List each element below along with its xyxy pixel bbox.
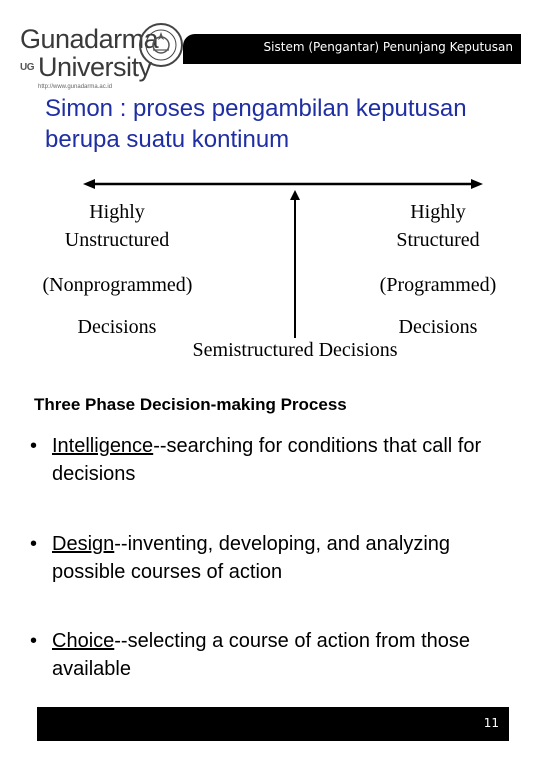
bullet-text: --inventing, developing, and analyzing possible courses of action (52, 533, 451, 583)
up-arrowhead-icon (290, 190, 300, 200)
header-bar (183, 34, 521, 64)
semistructured-label: Semistructured Decisions (192, 339, 398, 361)
bullet-icon: • (30, 533, 38, 555)
footer-bar (37, 707, 509, 741)
process-subtitle: Three Phase Decision-making Process (34, 395, 347, 414)
list-item (30, 432, 500, 488)
bullet-term: Choice (52, 630, 115, 652)
university-seal-icon (138, 22, 184, 68)
course-title: Sistem (Pengantar) Penunjang Keputusan (263, 40, 513, 54)
bullet-text: --selecting a course of action from those available (52, 630, 470, 680)
list-item (30, 627, 500, 683)
slide-title: Simon : proses pengambilan keputusan berupa suatu kontinum (45, 95, 467, 153)
left-arrowhead-icon (83, 179, 95, 189)
left-decisions-label: Decisions (77, 316, 157, 338)
right-arrowhead-icon (471, 179, 483, 189)
nonprogrammed-label: (Nonprogrammed) (42, 274, 193, 296)
page-number: 11 (483, 716, 499, 730)
right-label: Highly Structured (396, 201, 480, 251)
right-decisions-label: Decisions (398, 316, 478, 338)
bullet-text: --searching for conditions that call for decisions (52, 435, 482, 485)
list-item (30, 530, 500, 586)
logo-monogram: UG (20, 61, 34, 73)
left-label: Highly Unstructured (64, 201, 170, 251)
logo-name-line1: Gunadarma (20, 24, 159, 54)
bullet-icon: • (30, 435, 38, 457)
logo-url: http://www.gunadarma.ac.id (38, 84, 113, 90)
programmed-label: (Programmed) (379, 274, 497, 296)
logo-name-line2: University (38, 52, 152, 82)
bullet-term: Intelligence (52, 435, 154, 457)
bullet-term: Design (52, 533, 115, 555)
bullet-icon: • (30, 630, 38, 652)
